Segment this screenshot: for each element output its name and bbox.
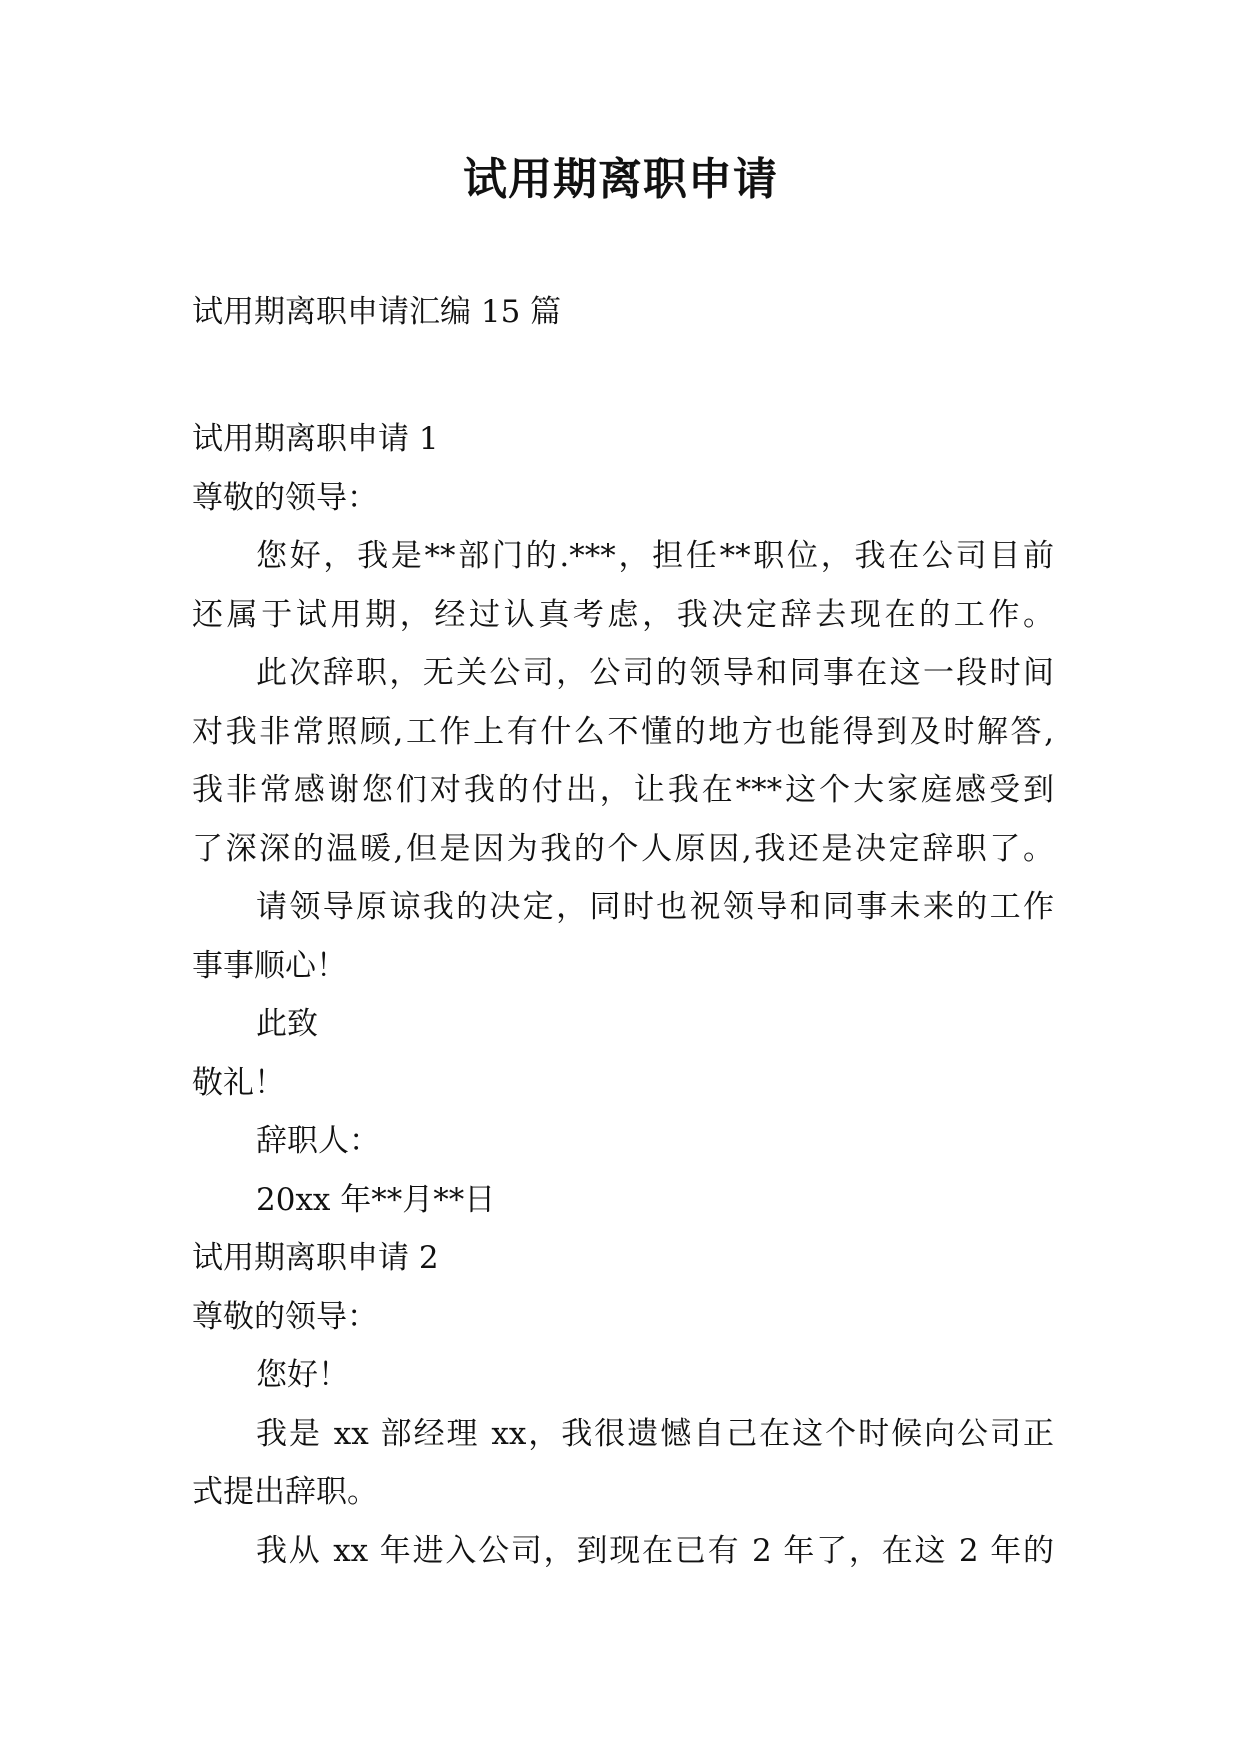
greeting-line: 您好！	[256, 1357, 349, 1393]
salutation: 尊敬的领导：	[192, 1298, 378, 1335]
closing-line: 此致	[256, 1006, 318, 1042]
paragraph-line: 事事顺心！	[192, 947, 347, 984]
document-body	[192, 410, 1054, 1580]
document-subtitle: 试用期离职申请汇编 15 篇	[192, 294, 562, 330]
paragraph-line: 对我非常照顾,工作上有什么不懂的地方也能得到及时解答,	[192, 713, 1054, 750]
paragraph-line: 我非常感谢您们对我的付出，让我在***这个大家庭感受到	[192, 772, 1054, 808]
document-title: 试用期离职申请	[463, 154, 778, 205]
paragraph-line: 了深深的温暖,但是因为我的个人原因,我还是决定辞职了。	[192, 830, 1054, 867]
closing-salute: 敬礼！	[192, 1064, 285, 1101]
paragraph-line: 还属于试用期，经过认真考虑，我决定辞去现在的工作。	[192, 596, 1054, 633]
paragraph-line: 式提出辞职。	[192, 1474, 378, 1510]
salutation: 尊敬的领导：	[192, 479, 378, 516]
section-heading-1: 试用期离职申请 1	[192, 421, 439, 457]
paragraph-line: 我是 xx 部经理 xx，我很遗憾自己在这个时候向公司正	[256, 1415, 1054, 1452]
paragraph-line: 我从 xx 年进入公司，到现在已有 2 年了，在这 2 年的	[256, 1532, 1054, 1569]
paragraph-line: 此次辞职，无关公司，公司的领导和同事在这一段时间	[256, 655, 1054, 691]
paragraph-line: 请领导原谅我的决定，同时也祝领导和同事未来的工作	[256, 889, 1054, 925]
paragraph-line: 您好，我是**部门的.***，担任**职位，我在公司目前	[256, 538, 1054, 574]
section-heading-2: 试用期离职申请 2	[192, 1240, 439, 1276]
signature-label: 辞职人：	[256, 1123, 380, 1159]
signature-date: 20xx 年**月**日	[256, 1181, 496, 1218]
